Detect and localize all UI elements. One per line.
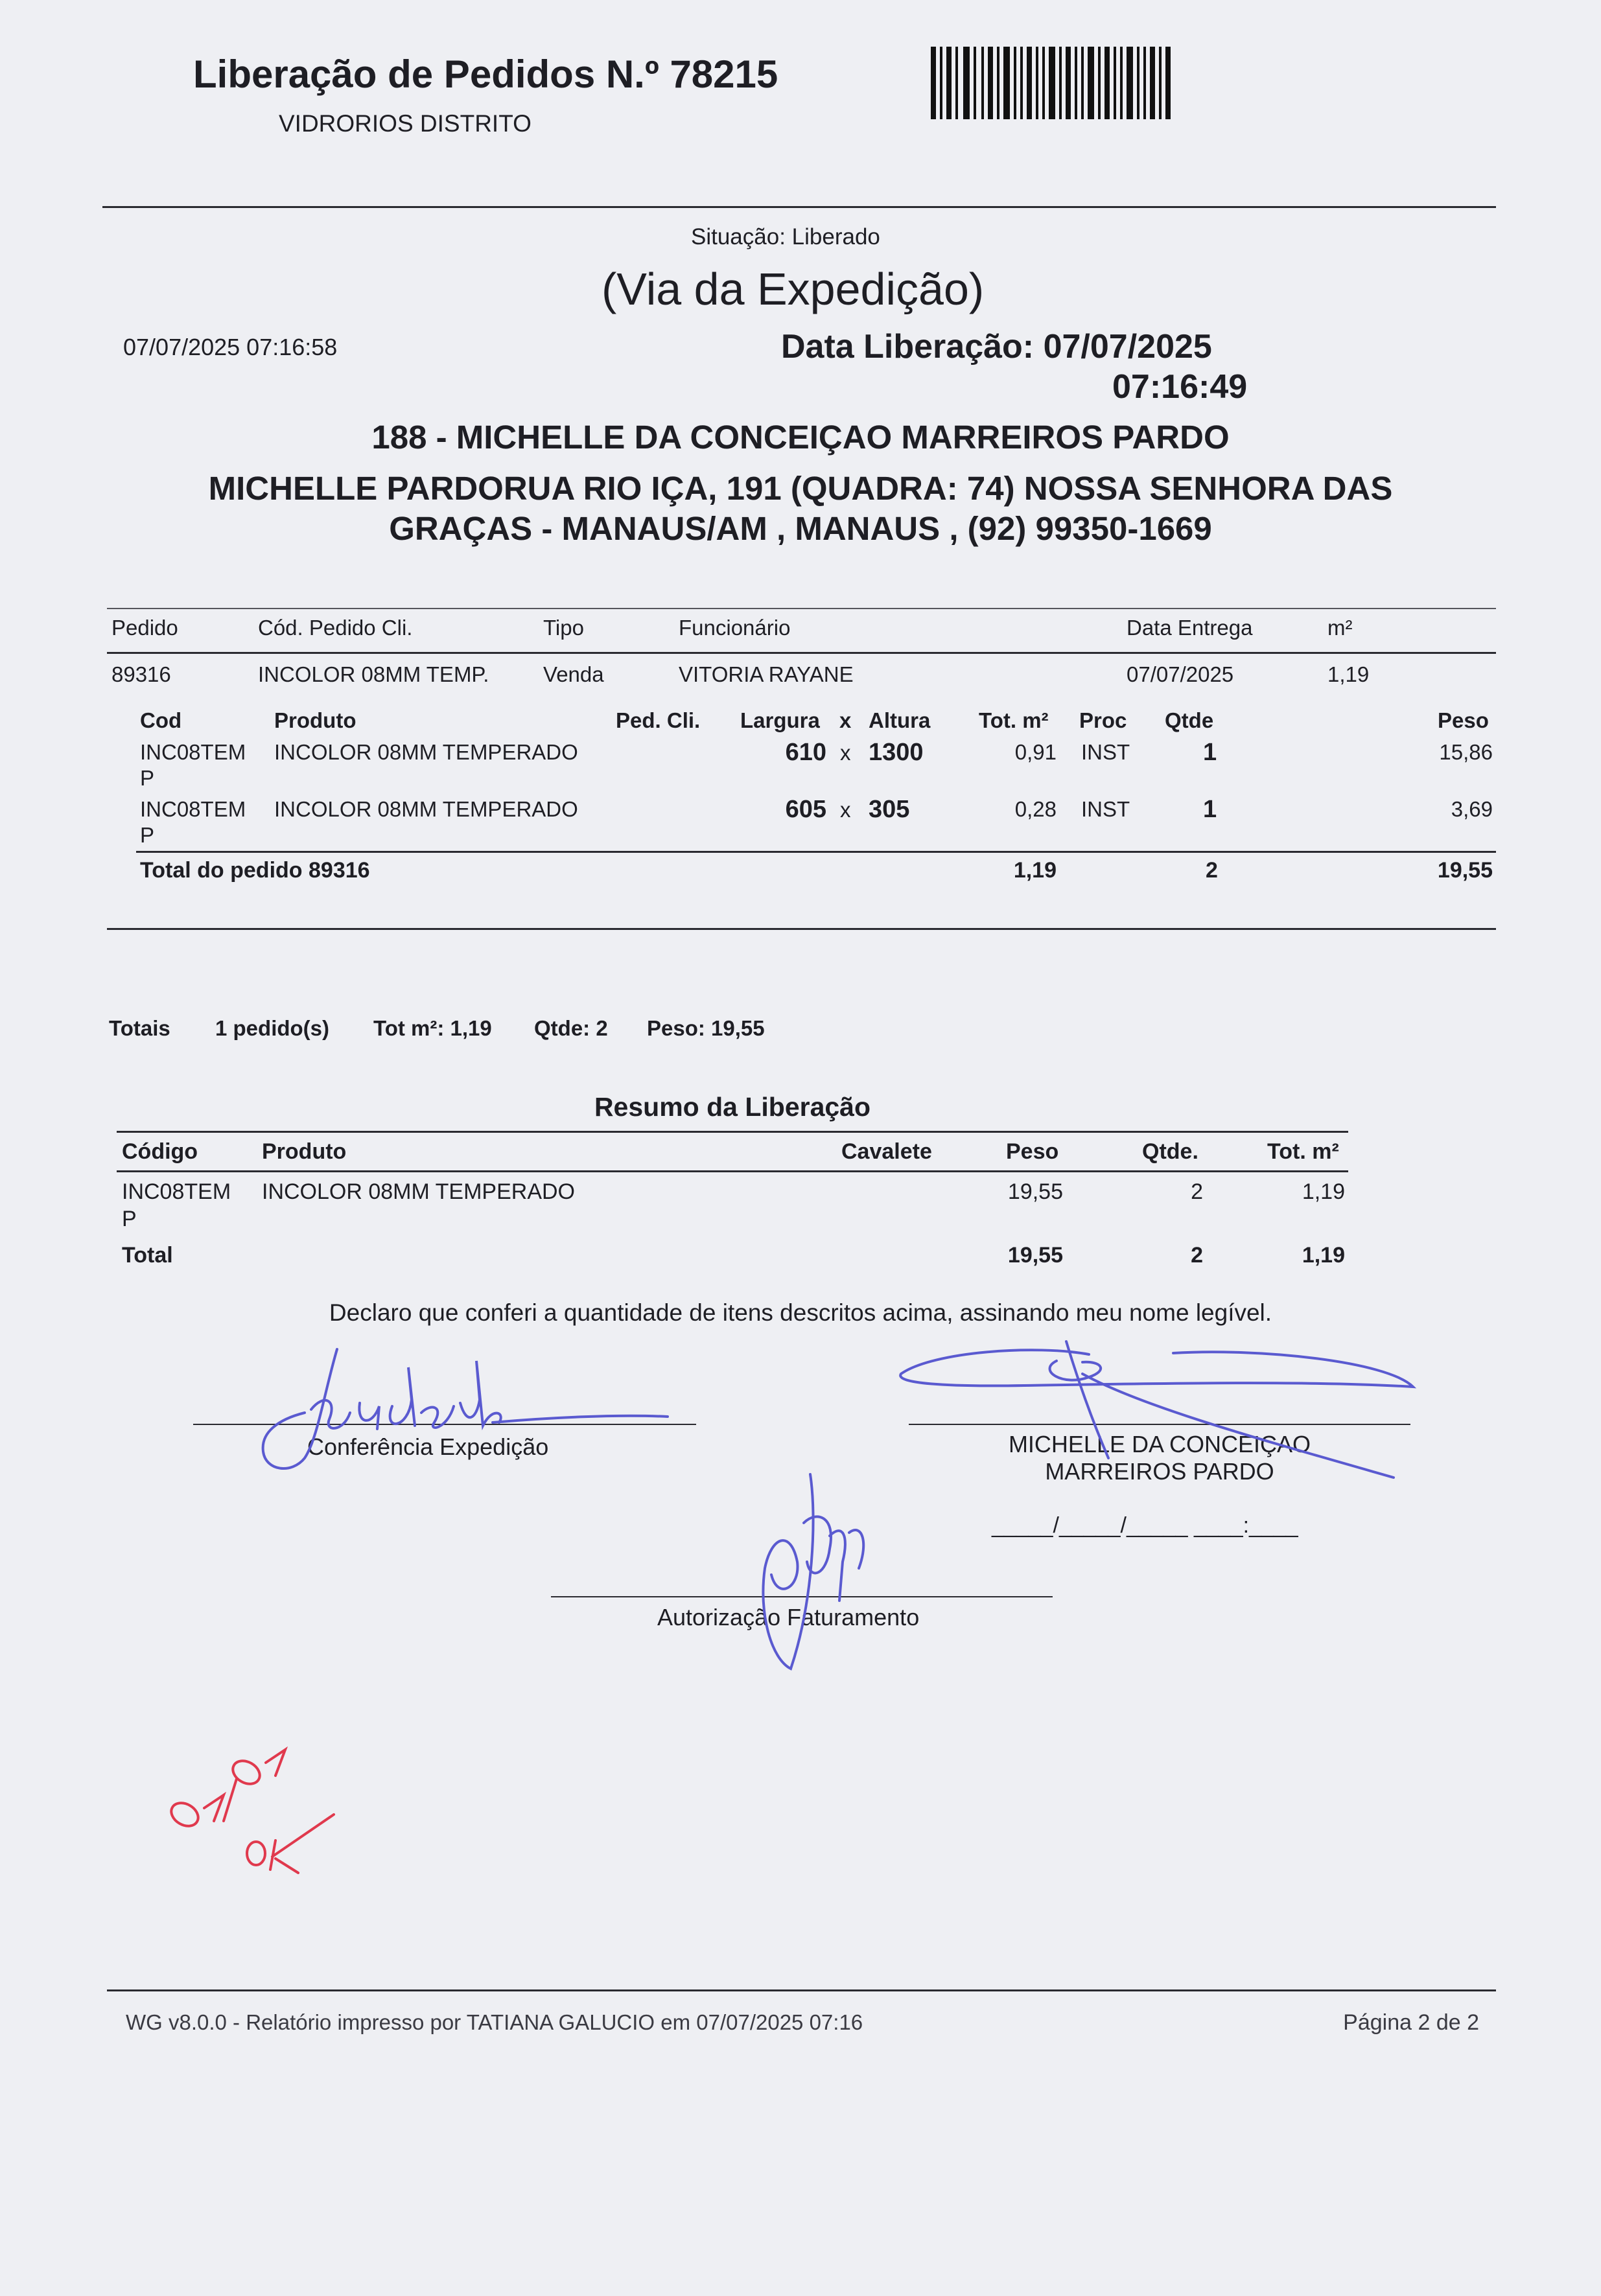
item-2-x: x	[840, 798, 851, 822]
order-cod-pedido-cli: INCOLOR 08MM TEMP.	[258, 662, 489, 686]
resumo-header-produto: Produto	[262, 1139, 347, 1164]
items-header-qtde: Qtde	[1165, 708, 1214, 732]
resumo-header-rule	[117, 1170, 1348, 1172]
resumo-total-qtde: 2	[1191, 1243, 1203, 1268]
totals-label: Totais	[109, 1016, 170, 1040]
resumo-header-qtde: Qtde.	[1142, 1139, 1198, 1164]
item-1-qtde: 1	[1203, 739, 1217, 766]
item-1-cod-cont: P	[140, 766, 155, 790]
totals-peso: Peso: 19,55	[647, 1016, 765, 1040]
signature-label-client-line1: MICHELLE DA CONCEIÇAO	[1008, 1431, 1311, 1457]
signature-date-fields: _____/_____/_____ ____:____	[992, 1513, 1298, 1538]
items-total-label: Total do pedido 89316	[140, 858, 370, 883]
client-address-line2: GRAÇAS - MANAUS/AM , MANAUS , (92) 99350-1669	[389, 510, 1212, 547]
printed-timestamp: 07/07/2025 07:16:58	[123, 334, 338, 360]
items-total-qtde: 2	[1206, 858, 1218, 883]
release-time: 07:16:49	[1112, 368, 1248, 406]
company-name: VIDRORIOS DISTRITO	[279, 110, 532, 137]
release-date: Data Liberação: 07/07/2025	[781, 328, 1212, 365]
col-header-pedido: Pedido	[111, 616, 178, 640]
items-total-rule	[136, 851, 1496, 853]
resumo-title: Resumo da Liberação	[594, 1092, 871, 1122]
col-header-cod-pedido-cli: Cód. Pedido Cli.	[258, 616, 413, 640]
client-address-line1: MICHELLE PARDORUA RIO IÇA, 191 (QUADRA: 74) NOSSA SENHORA DAS	[208, 470, 1393, 507]
item-1-peso: 15,86	[1439, 740, 1493, 764]
resumo-header-cavalete: Cavalete	[841, 1139, 932, 1164]
item-1-largura: 610	[785, 739, 826, 766]
col-header-funcionario: Funcionário	[679, 616, 791, 640]
items-header-peso: Peso	[1438, 708, 1489, 732]
item-2-tot-m2: 0,28	[1014, 797, 1057, 821]
footer-rule	[107, 1989, 1496, 1991]
items-header-altura: Altura	[869, 708, 931, 732]
signature-label-client-line2: MARREIROS PARDO	[1045, 1458, 1274, 1485]
item-1-altura: 1300	[869, 739, 924, 766]
resumo-row-tot-m2: 1,19	[1302, 1179, 1345, 1204]
order-section-bottom-rule	[107, 928, 1496, 930]
item-2-largura: 605	[785, 796, 826, 823]
item-1-cod: INC08TEM	[140, 740, 246, 764]
order-m2: 1,19	[1327, 662, 1370, 686]
client-name: 188 - MICHELLE DA CONCEIÇAO MARREIROS PARDO	[371, 419, 1230, 456]
header-divider	[102, 206, 1496, 208]
items-header-cod: Cod	[140, 708, 182, 732]
item-2-altura: 305	[869, 796, 910, 823]
item-2-cod-cont: P	[140, 823, 155, 847]
declaration-text: Declaro que conferi a quantidade de itens descritos acima, assinando meu nome legível.	[329, 1299, 1272, 1326]
resumo-total-peso: 19,55	[1007, 1243, 1063, 1268]
items-total-peso: 19,55	[1437, 858, 1493, 883]
resumo-top-rule	[117, 1131, 1348, 1133]
resumo-row-codigo-cont: P	[122, 1207, 137, 1231]
col-header-m2: m²	[1327, 616, 1353, 640]
handwritten-signature-client	[894, 1335, 1426, 1490]
totals-qtde: Qtde: 2	[534, 1016, 608, 1040]
items-header-tot-m2: Tot. m²	[979, 708, 1049, 732]
order-table-top-rule	[107, 608, 1496, 609]
signature-label-conferencia: Conferência Expedição	[307, 1433, 549, 1460]
item-1-tot-m2: 0,91	[1014, 740, 1057, 764]
order-pedido: 89316	[111, 662, 171, 686]
order-table-header-rule	[107, 652, 1496, 654]
resumo-row-codigo: INC08TEM	[122, 1179, 231, 1204]
col-header-data-entrega: Data Entrega	[1127, 616, 1253, 640]
item-1-produto: INCOLOR 08MM TEMPERADO	[274, 740, 578, 764]
totals-m2: Tot m²: 1,19	[373, 1016, 492, 1040]
item-2-proc: INST	[1081, 797, 1130, 821]
handwritten-note-red	[159, 1711, 347, 1879]
document-title: Liberação de Pedidos N.º 78215	[193, 52, 778, 96]
footer-page-number: Página 2 de 2	[1343, 2010, 1479, 2035]
resumo-total-tot-m2: 1,19	[1302, 1243, 1345, 1268]
items-header-x: x	[839, 708, 852, 732]
resumo-header-tot-m2: Tot. m²	[1267, 1139, 1339, 1164]
handwritten-signature-conferencia	[253, 1341, 694, 1478]
resumo-row-produto: INCOLOR 08MM TEMPERADO	[262, 1179, 576, 1204]
resumo-row-qtde: 2	[1191, 1179, 1203, 1204]
resumo-header-codigo: Código	[122, 1139, 198, 1164]
via-title: (Via da Expedição)	[602, 264, 985, 314]
items-header-largura: Largura	[740, 708, 820, 732]
items-total-m2: 1,19	[1013, 858, 1057, 883]
order-data-entrega: 07/07/2025	[1127, 662, 1234, 686]
resumo-header-peso: Peso	[1006, 1139, 1059, 1164]
footer-print-info: WG v8.0.0 - Relatório impresso por TATIANA GALUCIO em 07/07/2025 07:16	[126, 2010, 863, 2034]
item-1-proc: INST	[1081, 740, 1130, 764]
items-header-proc: Proc	[1079, 708, 1127, 732]
totals-pedidos: 1 pedido(s)	[215, 1016, 330, 1040]
item-2-qtde: 1	[1203, 796, 1217, 823]
items-header-produto: Produto	[274, 708, 356, 732]
resumo-row-peso: 19,55	[1007, 1179, 1063, 1204]
item-2-produto: INCOLOR 08MM TEMPERADO	[274, 797, 578, 821]
col-header-tipo: Tipo	[543, 616, 584, 640]
status-text: Situação: Liberado	[691, 224, 880, 249]
order-tipo: Venda	[543, 662, 604, 686]
items-header-ped-cli: Ped. Cli.	[616, 708, 701, 732]
order-funcionario: VITORIA RAYANE	[679, 662, 854, 686]
item-2-cod: INC08TEM	[140, 797, 246, 821]
item-2-peso: 3,69	[1451, 797, 1493, 821]
barcode	[931, 47, 1177, 119]
item-1-x: x	[840, 741, 851, 765]
handwritten-signature-autorizacao	[752, 1471, 875, 1678]
signature-label-autorizacao: Autorização Faturamento	[657, 1604, 920, 1630]
resumo-total-label: Total	[122, 1243, 173, 1268]
